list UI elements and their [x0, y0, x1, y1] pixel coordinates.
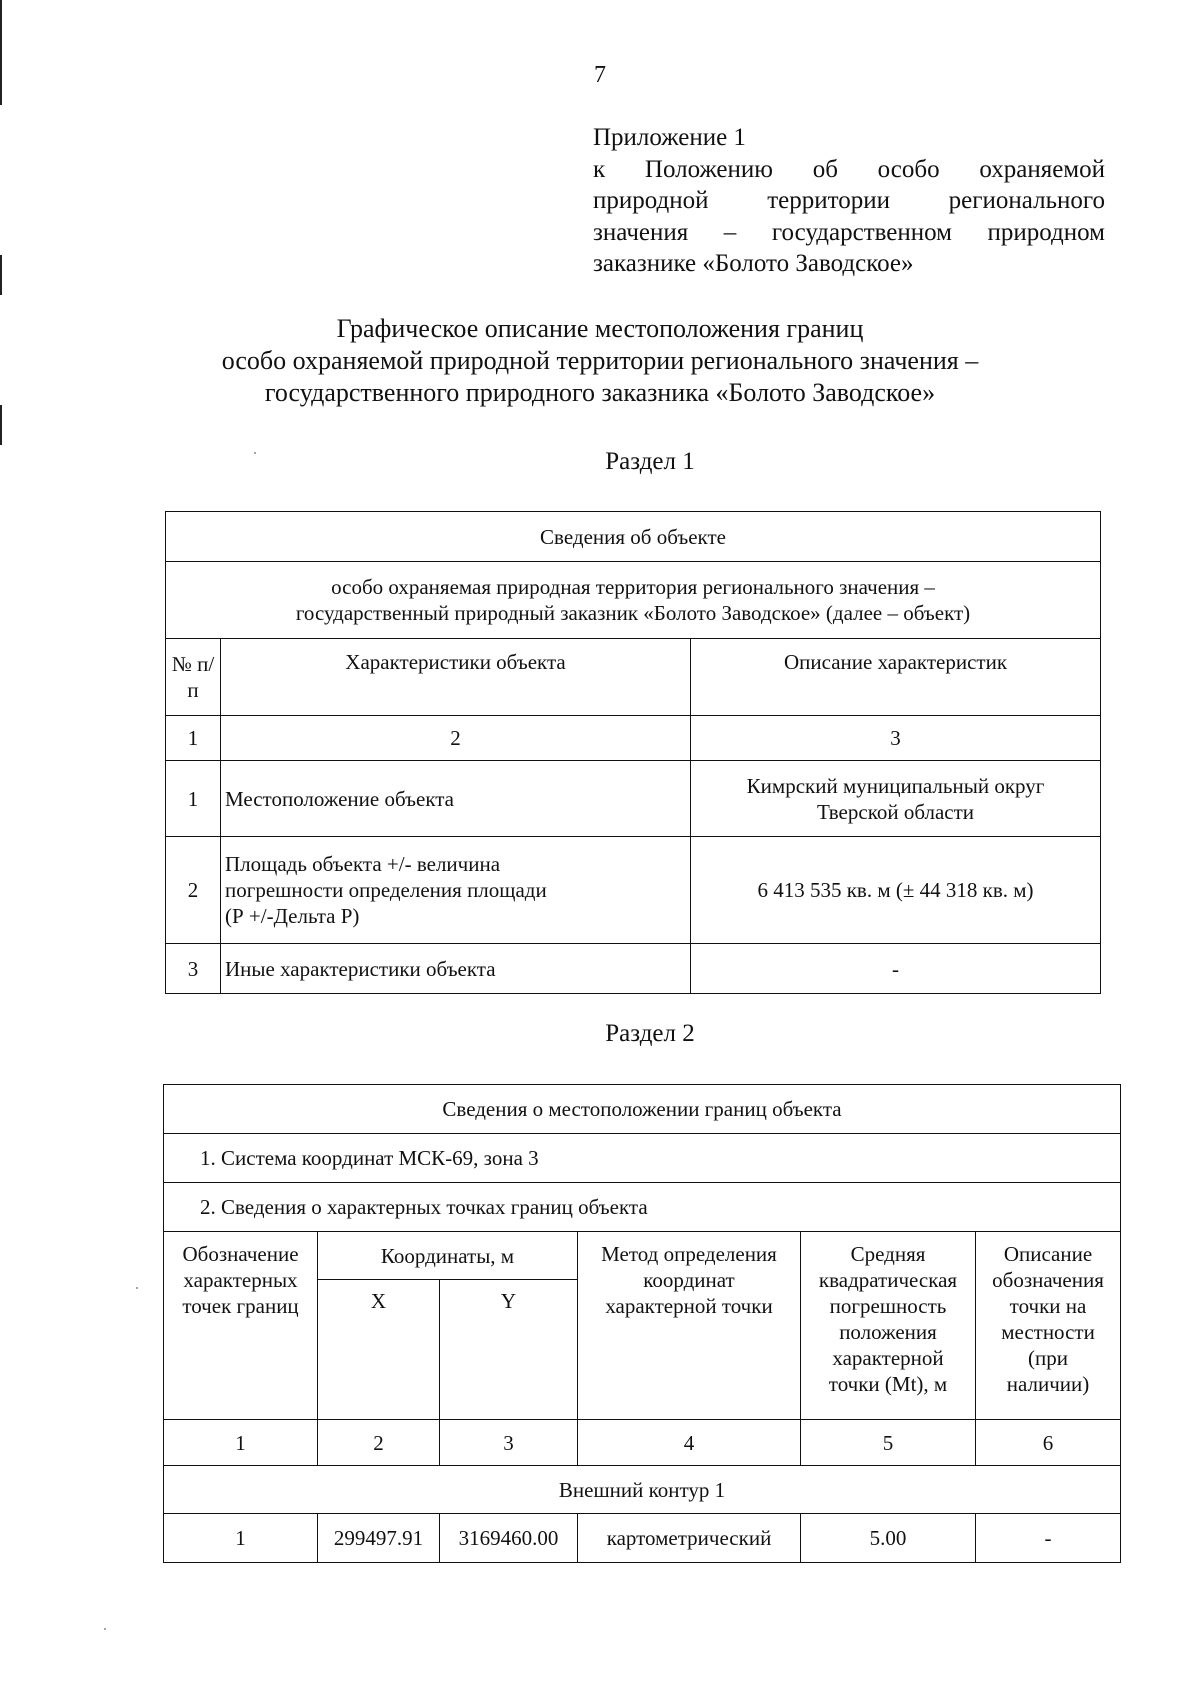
scan-speck	[136, 1287, 138, 1289]
points-title: 2. Сведения о характерных точках границ объекта	[164, 1183, 1121, 1232]
row-number: 1	[166, 761, 221, 837]
header-point-description	[976, 1232, 1121, 1420]
header-characteristics: Характеристики объекта	[221, 639, 691, 716]
document-title	[150, 313, 1050, 409]
column-number: 1	[164, 1420, 318, 1466]
column-number: 3	[691, 716, 1101, 761]
description-line: Тверской области	[816, 799, 975, 824]
characteristic-line: Площадь объекта +/- величина	[225, 852, 501, 876]
document-title-line: государственного природного заказника «Болото Заводское»	[264, 378, 936, 407]
header-line: Метод определения	[601, 1242, 777, 1266]
appendix-line: заказнике «Болото Заводское»	[593, 250, 914, 277]
appendix-header	[593, 122, 1105, 280]
appendix-line: значения – государственном природном	[593, 218, 1105, 246]
characteristic-line: Иные характеристики объекта	[225, 956, 496, 981]
header-description: Описание характеристик	[691, 639, 1101, 716]
header-line: положения	[839, 1320, 937, 1344]
row-number: 3	[166, 944, 221, 994]
row-description	[691, 944, 1101, 994]
point-y: 3169460.00	[440, 1514, 578, 1563]
table-row	[164, 1514, 1121, 1563]
header-line: местности	[1001, 1320, 1095, 1344]
column-number: 1	[166, 716, 221, 761]
appendix-line: к Положению об особо охраняемой	[593, 155, 1105, 183]
header-line: обозначения	[992, 1268, 1104, 1292]
header-line: (при	[1028, 1346, 1068, 1370]
row-characteristic	[221, 761, 691, 837]
header-coordinates: Координаты, м	[318, 1232, 578, 1280]
header-line: Обозначение	[182, 1242, 299, 1266]
page-number: 7	[594, 62, 606, 88]
header-number: № п/п	[166, 639, 221, 716]
appendix-line: природной территории регионального	[593, 187, 1105, 214]
header-line: точки на	[1009, 1294, 1087, 1318]
header-x: X	[318, 1280, 440, 1420]
row-number: 2	[166, 837, 221, 944]
header-line: характерных	[183, 1268, 298, 1292]
point-designation: 1	[164, 1514, 318, 1563]
binder-mark	[0, 0, 2, 105]
header-designation	[164, 1232, 318, 1420]
header-line: погрешность	[829, 1294, 947, 1318]
row-characteristic	[221, 944, 691, 994]
header-line: характерной точки	[605, 1294, 773, 1318]
header-line: точки (Mt), м	[828, 1372, 948, 1396]
characteristic-line: Местоположение объекта	[225, 786, 455, 811]
object-info-table	[165, 511, 1101, 994]
column-number: 4	[578, 1420, 801, 1466]
document-title-line: особо охраняемой природной территории регионального значения –	[221, 346, 979, 375]
column-number: 3	[440, 1420, 578, 1466]
column-number: 6	[976, 1420, 1121, 1466]
table-row	[166, 837, 1101, 944]
header-line: наличии)	[1006, 1372, 1090, 1396]
row-characteristic	[221, 837, 691, 944]
section2-heading: Раздел 2	[605, 1020, 695, 1047]
object-name-line: государственный природный заказник «Болото Заводское» (далее – объект)	[295, 601, 971, 625]
section1-heading: Раздел 1	[605, 448, 695, 475]
column-number: 2	[318, 1420, 440, 1466]
header-y: Y	[440, 1280, 578, 1420]
contour-title: Внешний контур 1	[164, 1466, 1121, 1514]
header-line: Описание	[1003, 1242, 1093, 1266]
characteristic-line: погрешности определения площади	[225, 878, 547, 902]
header-line: Средняя	[850, 1242, 926, 1266]
characteristic-line: (Р +/-Дельта Р)	[225, 904, 360, 928]
header-line: квадратическая	[818, 1268, 958, 1292]
point-method: картометрический	[578, 1514, 801, 1563]
column-number: 5	[801, 1420, 976, 1466]
point-description: -	[976, 1514, 1121, 1563]
object-name	[166, 562, 1101, 639]
description-line: 6 413 535 кв. м (± 44 318 кв. м)	[757, 878, 1034, 902]
row-description	[691, 837, 1101, 944]
header-method	[578, 1232, 801, 1420]
binder-mark	[0, 255, 2, 295]
header-line: координат	[643, 1268, 735, 1292]
binder-mark	[0, 405, 2, 445]
column-number: 2	[221, 716, 691, 761]
header-line: точек границ	[182, 1294, 299, 1318]
row-description	[691, 761, 1101, 837]
scan-speck	[104, 1628, 106, 1630]
coordinate-system: 1. Система координат МСК-69, зона 3	[164, 1134, 1121, 1183]
boundary-table-title: Сведения о местоположении границ объекта	[164, 1085, 1121, 1134]
document-title-line: Графическое описание местоположения границ	[336, 314, 864, 343]
header-error	[801, 1232, 976, 1420]
object-name-line: особо охраняемая природная территория регионального значения –	[331, 575, 935, 599]
boundary-points-table	[163, 1084, 1121, 1563]
header-line: характерной	[832, 1346, 944, 1370]
point-error: 5.00	[801, 1514, 976, 1563]
appendix-title: Приложение 1	[593, 124, 746, 151]
table-row	[166, 761, 1101, 837]
table-row	[166, 944, 1101, 994]
description-line: -	[892, 956, 900, 981]
point-x: 299497.91	[318, 1514, 440, 1563]
object-table-title: Сведения об объекте	[166, 512, 1101, 562]
description-line: Кимрский муниципальный округ	[746, 773, 1045, 798]
